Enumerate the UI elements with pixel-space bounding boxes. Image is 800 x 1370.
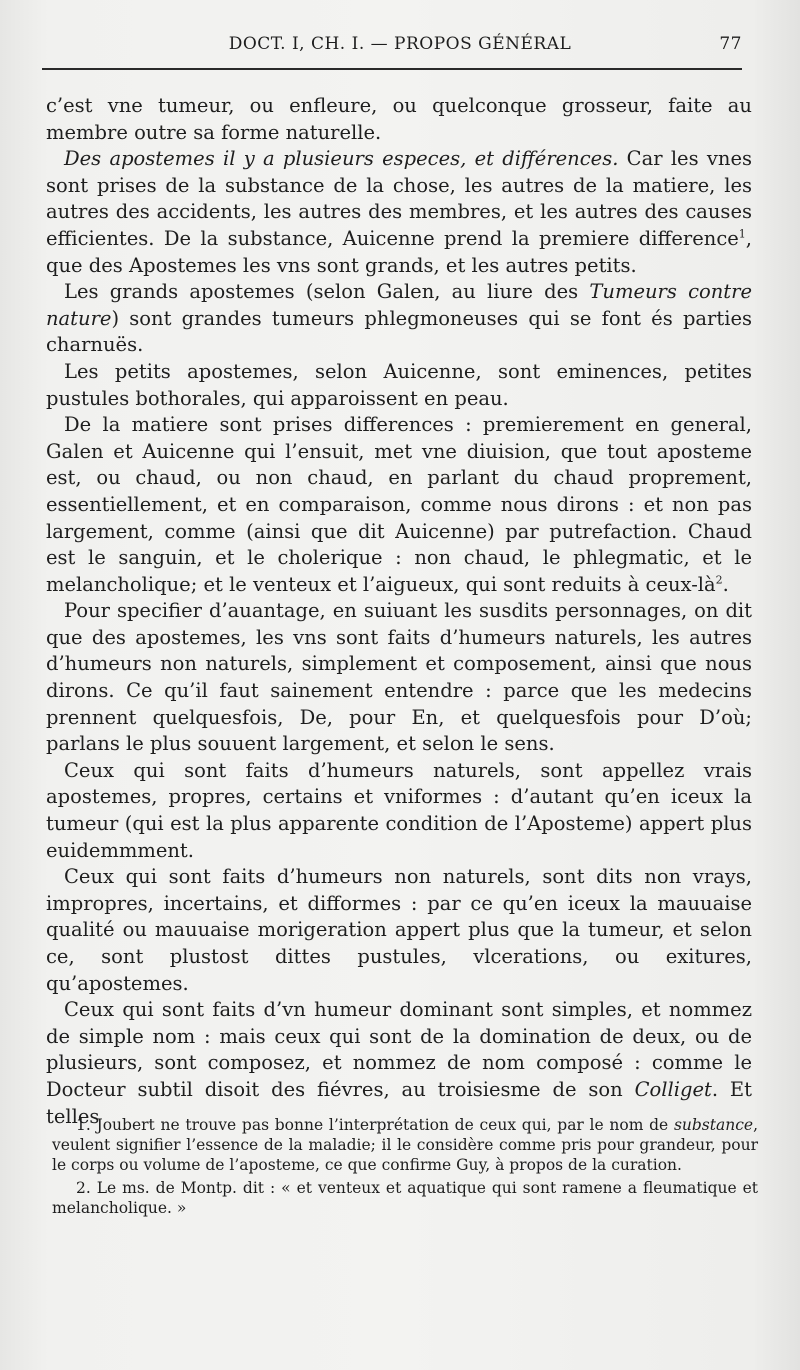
footnote-ref-1: 1 — [738, 227, 746, 241]
paragraph-4-text-a: De la matiere sont prises differences : premierement en general, Galen et Auicenne qui l’ensuit, met vne diuision, que tout aposteme est, ou chaud, ou non chaud, en parlant du chaud proprement, essentiellement, et en comparaison, comme nous dirons : et non pas largement, comme (ainsi que dit Auicenne) par putrefaction. Chaud est le sanguin, et le cholerique : non chaud, le phlegmatic, et le melancholique; et le venteux et l’aigueux, qui sont reduits à ceux-là — [46, 413, 752, 596]
paragraph-2-italic: Tumeurs contre nature — [46, 280, 752, 330]
paragraph-0: c’est vne tumeur, ou enfleure, ou quelconque grosseur, faite au membre outre sa forme naturelle. — [46, 94, 752, 144]
footnote-1-text-b: , veulent signifier l’essence de la maladie; il le considère comme pris pour grandeur, pour le corps ou volume de l’aposteme, ce que confirme Guy, à propos de la curation. — [52, 1116, 758, 1174]
footnote-1-text-a: 1. Joubert ne trouve pas bonne l’interprétation de ceux qui, par le nom de — [76, 1116, 674, 1134]
paragraph-4 — [46, 412, 752, 598]
page-number: 77 — [719, 34, 742, 54]
main-text — [46, 93, 752, 1130]
footnote-1-italic: substance — [673, 1116, 754, 1134]
footnote-2: 2. Le ms. de Montp. dit : « et venteux et aquatique qui sont ramene a fleumatique et melancholique. » — [52, 1179, 758, 1217]
paragraph-1-italic: Des apostemes il y a plusieurs especes, et différences. — [64, 147, 619, 171]
paragraph-2-text-b: ) sont grandes tumeurs phlegmoneuses qui se font és parties charnuës. — [46, 306, 752, 357]
paragraph-6: Ceux qui sont faits d’humeurs naturels, sont appellez vrais apostemes, propres, certains et vniformes : d’autant qu’en iceux la tumeur (qui est la plus apparente condition de l’Aposteme) appert plus euidemmment. — [46, 758, 752, 862]
footnotes — [52, 1115, 758, 1221]
paragraph-8 — [46, 997, 752, 1130]
paragraph-7: Ceux qui sont faits d’humeurs non naturels, sont dits non vrays, impropres, incertains, et difformes : par ce qu’en iceux la mauuaise qualité ou mauuaise morigeration appert plus que la tumeur, et selon ce, sont plustost dittes pustules, vlcerations, ou exitures, qu’apostemes. — [46, 865, 752, 995]
paragraph-4-text-b: . — [722, 572, 729, 596]
running-head: DOCT. I, CH. I. — PROPOS GÉNÉRAL — [228, 34, 572, 54]
paragraph-1-text-a: Car les vnes sont prises de la substance de la chose, les autres de la matiere, les autres des accidents, les autres des membres, et les autres des causes efficientes. De la substance, Auicenne prend la premiere difference — [46, 147, 752, 250]
footnote-1 — [52, 1115, 758, 1175]
paragraph-2 — [46, 279, 752, 359]
paragraph-8-text-a: Ceux qui sont faits d’vn humeur dominant sont simples, et nommez de simple nom : mais ceux qui sont de la domination de deux, ou de plusieurs, sont composez, et nommez de nom composé : comme le Docteur subtil disoit des fiévres, au troisiesme de son — [46, 998, 752, 1101]
paragraph-1-text-b: , que des Apostemes les vns sont grands, et les autres petits. — [46, 226, 752, 277]
header-rule — [42, 68, 742, 70]
footnote-ref-2: 2 — [715, 573, 723, 587]
paragraph-5: Pour specifier d’auantage, en suiuant les susdits personnages, on dit que des apostemes, les vns sont faits d’humeurs naturels, les autres d’humeurs non naturels, simplement et composement, ainsi que nous dirons. Ce qu’il faut sainement entendre : parce que les medecins prennent quelquesfois, De, pour En, et quelquesfois pour D’où; parlans le plus souuent largement, et selon le sens. — [46, 599, 752, 756]
paragraph-1 — [46, 146, 752, 279]
paragraph-3: Les petits apostemes, selon Auicenne, sont eminences, petites pustules bothorales, qui apparoissent en peau. — [46, 359, 752, 410]
paragraph-2-text-a: Les grands apostemes (selon Galen, au liure des — [64, 280, 590, 304]
paragraph-8-italic: Colliget — [634, 1077, 712, 1101]
paragraph-8-text-b: . Et telles — [46, 1077, 752, 1128]
page-header — [42, 32, 758, 60]
